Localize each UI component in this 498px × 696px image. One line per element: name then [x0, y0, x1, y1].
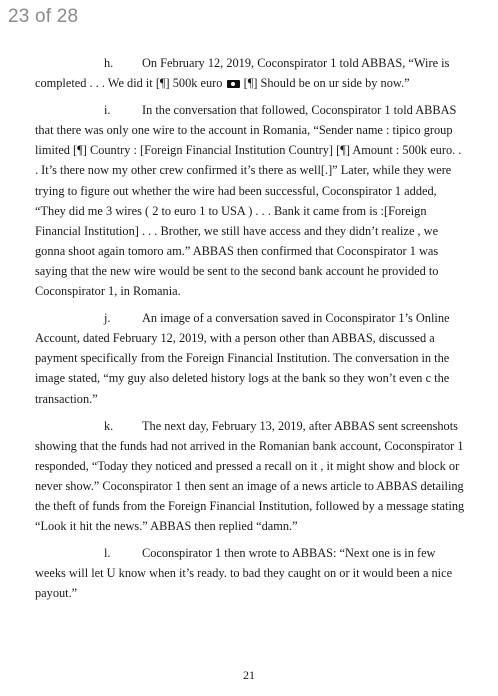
paragraph-h: [35, 53, 467, 93]
page-number: 21: [243, 668, 255, 682]
paragraph-text: Coconspirator 1 then wrote to ABBAS: “Next one is in few weeks will let U know when it’s ready. to bad they caught on or it would been a nice payout.”: [35, 546, 453, 601]
paragraph-k: [35, 416, 467, 537]
paragraph-text-continued: [¶] Should be on ur side by now.”: [243, 76, 410, 91]
paragraph-label: h.: [104, 56, 114, 70]
paragraph-label: l.: [104, 546, 111, 561]
paragraph-text: In the conversation that followed, Coconspirator 1 told ABBAS that there was only one wire to the account in Romania, “Sender name : tipico group limited [¶] Country : [Foreign Financial Institution Country] [¶] Amount : 500k euro. . . It’s there now my other crew confirmed it’s there as well[.]” Later, while they were trying to figure out whether the wire had been successful, Coconspirator 1 added, “They did me 3 wires ( 2 to euro 1 to USA ) . . . Bank it came from is :[Foreign Financial Institution] . . . Brother, we still have access and they didn’t realize , we gonna shoot again tomoro am.” ABBAS then confirmed that Coconspirator 1 was saying that the new wire would be sent to the second bank account he provided to Coconspirator 1, in Romania.: [35, 103, 462, 299]
paragraph-label: k.: [104, 418, 114, 433]
page-counter: 23 of 28: [8, 6, 79, 27]
paragraph-label: j.: [104, 311, 111, 326]
paragraph-text: An image of a conversation saved in Coconspirator 1’s Online Account, dated February 12, 2019, with a person other than ABBAS, discussed a payment specifically from the Foreign Financial Institution. The conversation in the image stated, “my guy also deleted history logs at the bank so they won’t even c the transaction.”: [35, 311, 450, 406]
paragraph-text: On February 12, 2019, Coconspirator 1 told ABBAS, “Wire is completed . . . We did it [¶] 500k euro: [35, 56, 450, 91]
paragraph-text: The next day, February 13, 2019, after ABBAS sent screenshots showing that the funds had not arrived in the Romanian bank account, Coconspirator 1 responded, “Today they noticed and pressed a recall on it , it might show and block or never show.” Coconspirator 1 then sent an image of a news article to ABBAS detailing the theft of funds from the Foreign Financial Institution, followed by a message stating “Look it hit the news.” ABBAS then replied “damn.”: [35, 418, 465, 534]
paragraph-label: i.: [104, 103, 111, 118]
document-body: [35, 53, 467, 610]
money-bill-emoji-icon: [227, 80, 240, 88]
paragraph-i: [35, 100, 467, 301]
paragraph-l: [35, 543, 467, 603]
paragraph-j: [35, 308, 467, 408]
